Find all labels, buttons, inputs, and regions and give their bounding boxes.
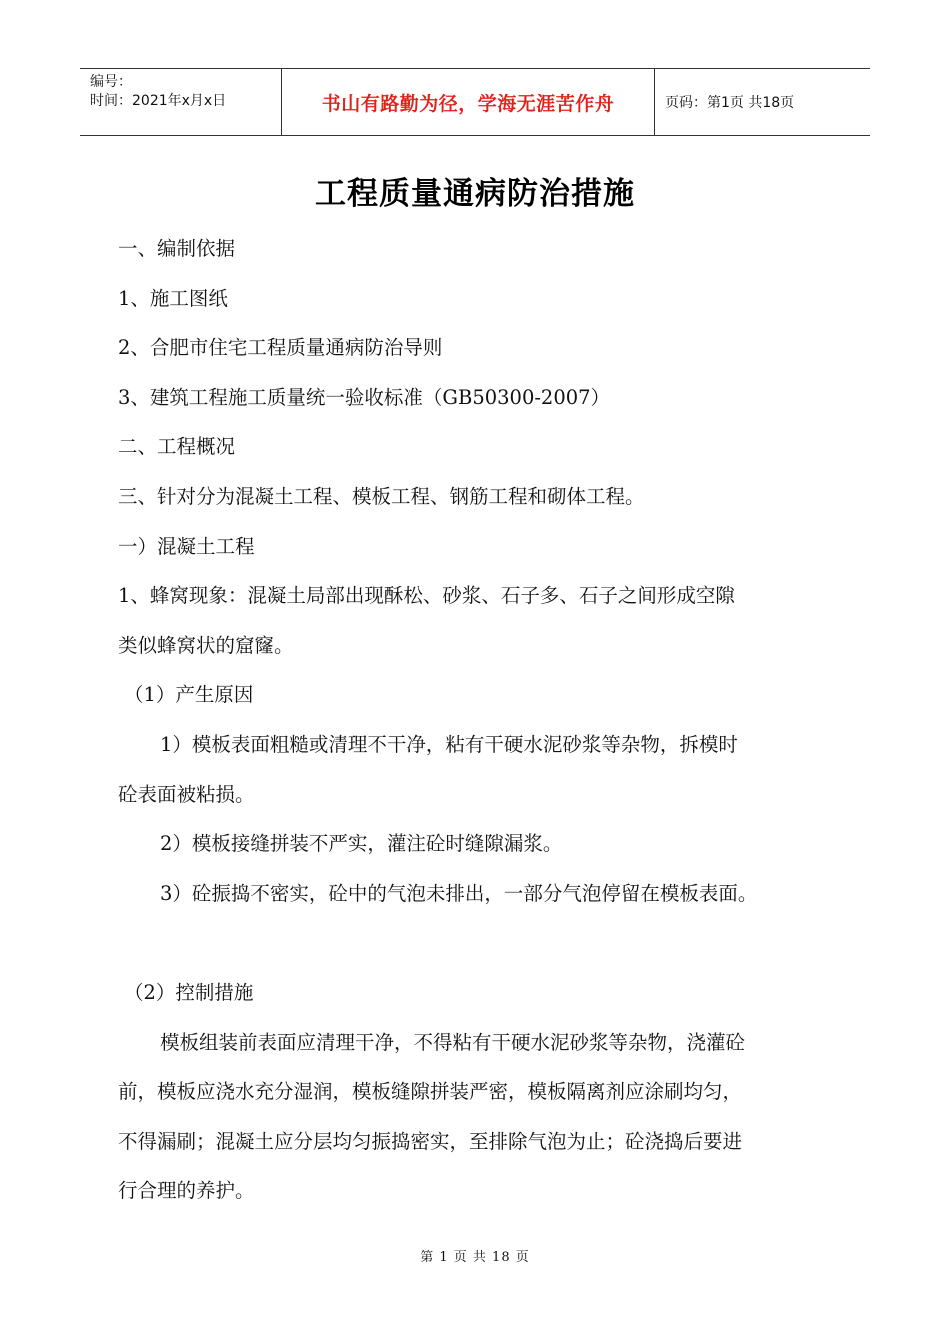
list-item: 2、合肥市住宅工程质量通病防治导则	[118, 336, 443, 360]
section-heading: 三、针对分为混凝土工程、模板工程、钢筋工程和砌体工程。	[118, 484, 645, 508]
paragraph-line: 类似蜂窝状的窟窿。	[118, 633, 294, 657]
section-heading: 一、编制依据	[118, 237, 236, 260]
paragraph-line: 1）模板表面粗糙或清理不干净，粘有干硬水泥砂浆等杂物，拆模时	[160, 732, 738, 756]
subsection-heading: 一）混凝土工程	[118, 534, 255, 558]
page-footer: 第 1 页 共 18 页	[420, 1250, 530, 1265]
paragraph-line: 1、蜂窝现象：混凝土局部出现酥松、砂浆、石子多、石子之间形成空隙	[118, 584, 735, 608]
time-label: 时间：2021年x月x日	[90, 93, 227, 109]
blank-line	[118, 918, 838, 968]
subsection-heading: （2）控制措施	[124, 980, 254, 1004]
header-motto: 书山有路勤为径，学海无涯苦作舟	[281, 69, 655, 135]
paragraph-line: 不得漏刷；混凝土应分层均匀振捣密实，至排除气泡为止；砼浇捣后要进	[118, 1129, 743, 1153]
section-heading: 二、工程概况	[118, 435, 236, 459]
header-table	[80, 68, 870, 136]
paragraph-line: 砼表面被粘损。	[118, 782, 255, 806]
paragraph-line: 模板组装前表面应清理干净，不得粘有干硬水泥砂浆等杂物，浇灌砼	[160, 1030, 746, 1054]
header-meta	[80, 69, 281, 135]
paragraph-line: 行合理的养护。	[118, 1179, 255, 1203]
paragraph-line: 2）模板接缝拼装不严实，灌注砼时缝隙漏浆。	[160, 832, 563, 856]
paragraph-line: 3）砼振捣不密实，砼中的气泡未排出，一部分气泡停留在模板表面。	[160, 881, 758, 905]
paragraph-line: 前，模板应浇水充分湿润，模板缝隙拼装严密，模板隔离剂应涂刷均匀，	[118, 1080, 743, 1104]
subsection-heading: （1）产生原因	[124, 683, 254, 707]
code-label: 编号：	[90, 74, 132, 90]
list-item: 3、建筑工程施工质量统一验收标准（GB50300-2007）	[118, 385, 611, 409]
header-page-info: 页码：第1页 共18页	[665, 95, 795, 111]
document-body	[118, 224, 838, 1216]
document-title: 工程质量通病防治措施	[315, 176, 635, 212]
list-item: 1、施工图纸	[118, 286, 228, 310]
